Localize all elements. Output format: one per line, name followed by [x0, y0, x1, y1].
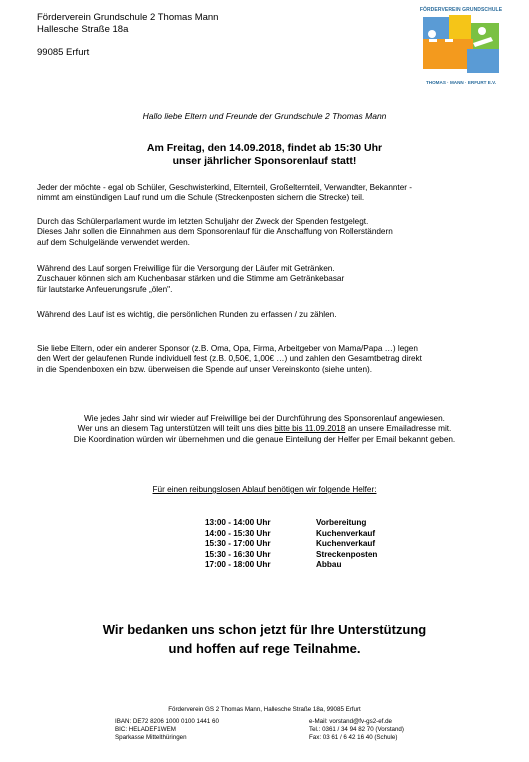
text-line: Wie jedes Jahr sind wir wieder auf Freiwillige bei der Durchführung des Sponsorenlauf angewiesen. — [84, 414, 445, 423]
text-line: Während des Lauf ist es wichtig, die persönlichen Runden zu erfassen / zu zählen. — [37, 310, 337, 319]
logo-blue-block — [423, 17, 449, 39]
text-segment: Wer uns an diesem Tag unterstützen will teilt uns dies — [77, 424, 275, 434]
logo-hand-icon — [429, 39, 437, 42]
sender-street: Hallesche Straße 18a — [37, 24, 129, 35]
text-line: Die Koordination würden wir übernehmen und die genaue Einteilung der Helfer per Email bekannt geben. — [73, 434, 456, 444]
schedule-time: 15:30 - 16:30 Uhr — [205, 549, 271, 559]
footer-fax: Fax: 03 61 / 6 42 16 40 (Schule) — [309, 734, 398, 742]
schedule-row — [205, 539, 377, 550]
logo-blue-lower-block — [467, 49, 499, 73]
sender-city: 99085 Erfurt — [37, 47, 90, 58]
paragraph-purpose — [37, 217, 492, 248]
logo-face-icon — [478, 27, 486, 35]
headline-line-2: unser jährlicher Sponsorenlauf statt! — [172, 155, 357, 167]
helper-schedule — [205, 518, 377, 571]
footer-tel: Tel.: 0361 / 34 94 82 70 (Vorstand) — [309, 726, 404, 734]
sender-name: Förderverein Grundschule 2 Thomas Mann — [37, 12, 219, 23]
text-line: nimmt am einstündigen Lauf rund um die Schule (Streckenposten sichern die Strecke) teil. — [37, 193, 365, 203]
text-line: Jeder der möchte - egal ob Schüler, Geschwisterkind, Elternteil, Großelternteil, Verwandter, Bekannter - — [37, 183, 412, 192]
logo-hand-icon — [445, 39, 453, 42]
logo-yellow-block — [449, 15, 471, 41]
footer-bank-block — [115, 718, 219, 743]
schedule-time: 14:00 - 15:30 Uhr — [205, 528, 271, 538]
paragraph-sponsors — [37, 344, 492, 375]
logo-orange-block — [423, 39, 473, 69]
schedule-task: Streckenposten — [316, 549, 378, 559]
footer-address: Förderverein GS 2 Thomas Mann, Hallesche Straße 18a, 99085 Erfurt — [168, 706, 361, 713]
text-line: für lautstarke Anfeuerungsrufe „ölen". — [37, 284, 173, 294]
headline-line-1: Am Freitag, den 14.09.2018, findet ab 15:30 Uhr — [146, 142, 383, 154]
paragraph-helpers-call — [0, 414, 529, 445]
closing-thanks — [0, 621, 529, 658]
text-line: Dieses Jahr sollen die Einnahmen aus dem Sponsorenlauf für die Anschaffung von Rollerständern — [37, 227, 393, 237]
schedule-task: Kuchenverkauf — [316, 528, 376, 538]
schedule-task: Abbau — [316, 560, 342, 569]
deadline-highlight: bitte bis 11.09.2018 — [274, 424, 346, 434]
text-segment: an unsere Emailadresse mit. — [345, 424, 452, 434]
text-line: den Wert der gelaufenen Runde individuell fest (z.B. 0,50€, 1,00€ …) und zahlen den Gesamtbetrag direkt — [37, 354, 422, 364]
text-line: in die Spendenboxen ein bzw. überweisen die Spende auf unser Vereinskonto (siehe unten). — [37, 364, 373, 374]
schedule-task: Vorbereitung — [316, 518, 367, 527]
schedule-row — [205, 529, 377, 540]
text-line — [0, 424, 529, 434]
headline — [0, 142, 529, 168]
schedule-task: Kuchenverkauf — [316, 539, 376, 548]
sender-address — [37, 12, 218, 59]
paragraph-volunteers — [37, 264, 492, 295]
text-line: Während des Lauf sorgen Freiwillige für die Versorgung der Läufer mit Getränken. — [37, 264, 335, 273]
logo-face-icon — [428, 30, 436, 38]
schedule-time: 13:00 - 14:00 Uhr — [205, 518, 271, 527]
text-line: auf dem Schulgelände verwendet werden. — [37, 237, 190, 247]
thanks-line-1: Wir bedanken uns schon jetzt für Ihre Unterstützung — [102, 622, 427, 637]
footer-contact-block — [309, 718, 404, 743]
schedule-row — [205, 550, 377, 561]
logo-top-text: FÖRDERVEREIN GRUNDSCHULE — [419, 7, 503, 13]
logo-graphic-icon — [419, 7, 503, 87]
school-logo — [419, 7, 503, 87]
schedule-time: 15:30 - 17:00 Uhr — [205, 539, 271, 548]
text-line: Zuschauer können sich am Kuchenbasar stärken und die Stimme am Getränkebasar — [37, 274, 345, 284]
footer-bic: BIC: HELADEF1WEM — [115, 726, 176, 734]
text-line: Durch das Schülerparlament wurde im letzten Schuljahr der Zweck der Spenden festgelegt. — [37, 217, 369, 226]
paragraph-counting — [37, 310, 492, 320]
helpers-title: Für einen reibungslosen Ablauf benötigen wir folgende Helfer: — [152, 485, 377, 494]
thanks-line-2: und hoffen auf rege Teilnahme. — [168, 640, 361, 656]
footer-email: e-Mail: vorstand@fv-gs2-ef.de — [309, 718, 392, 725]
footer-iban: IBAN: DE72 8206 1000 0100 1441 60 — [115, 718, 219, 725]
paragraph-participants — [37, 183, 492, 204]
schedule-time: 17:00 - 18:00 Uhr — [205, 560, 271, 569]
schedule-row — [205, 518, 377, 529]
logo-bottom-text: THOMAS · MANN · ERFURT E.V. — [425, 80, 496, 85]
footer-bank: Sparkasse Mittelthüringen — [115, 734, 187, 742]
greeting: Hallo liebe Eltern und Freunde der Grundschule 2 Thomas Mann — [142, 111, 387, 121]
text-line: Sie liebe Eltern, oder ein anderer Sponsor (z.B. Oma, Opa, Firma, Arbeitgeber von Mama/Papa …) legen — [37, 344, 418, 353]
schedule-row — [205, 560, 377, 571]
